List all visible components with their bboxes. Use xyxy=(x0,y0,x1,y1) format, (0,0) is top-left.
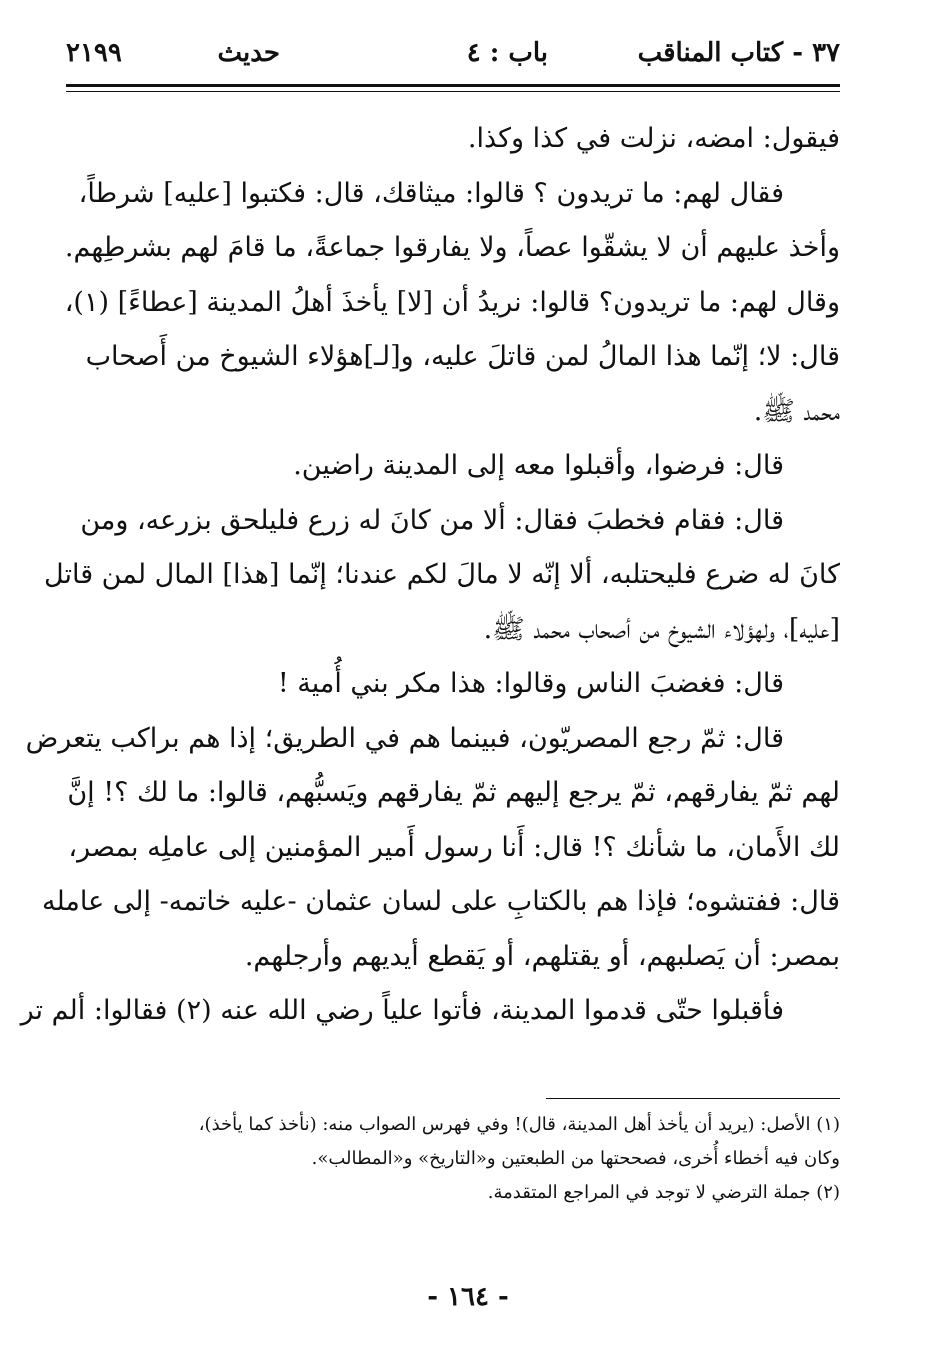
text-line: قال: ثمّ رجع المصريّون، فبينما هم في الطريق؛ إذا هم براكب يتعرض xyxy=(25,722,784,754)
text-line: فأقبلوا حتّى قدموا المدينة، فأتوا علياً رضي الله عنه (٢) فقالوا: ألم تر xyxy=(20,995,784,1026)
header-rule-thin xyxy=(66,91,840,92)
text-line: قال: فرضوا، وأقبلوا معه إلى المدينة راضين. xyxy=(293,450,784,481)
text-line: قال: لا؛ إنّما هذا المالُ لمن قاتلَ عليه، و[لـ]هؤلاء الشيوخ من أَصحاب xyxy=(85,341,840,372)
page-number: - ١٦٤ - xyxy=(427,1282,509,1312)
text-line: فيقول: امضه، نزلت في كذا وكذا. xyxy=(467,123,840,154)
text-line: بمصر: أن يَصلبهم، أو يقتلهم، أو يَقطع أيديهم وأرجلهم. xyxy=(244,940,840,972)
hadith-label: حديث xyxy=(217,38,280,68)
running-header xyxy=(66,34,840,84)
main-text xyxy=(20,112,840,1039)
hadith-number: ٢١٩٩ xyxy=(66,38,122,68)
text-line: قال: فغضبَ الناس وقالوا: هذا مكر بني أُمية ! xyxy=(277,668,784,699)
header-rule-thick xyxy=(66,84,840,87)
footnote-1-continued: وكان فيه أخطاء أُخرى، فصححتها من الطبعتين و«التاريخ» و«المطالب». xyxy=(311,1148,840,1169)
footnote-separator xyxy=(546,1098,840,1099)
footnotes xyxy=(66,1108,840,1210)
text-line: لهم ثمّ يفارقهم، ثمّ يرجع إليهم ثمّ يفارقهم ويَسبُّهم، قالوا: ما لك ؟! إنَّ xyxy=(67,777,840,808)
footnote-1: (١) الأصل: (يريد أن يأخذ أهل المدينة، قال)! وفي فهرس الصواب منه: (نأخذ كما يأخذ)، xyxy=(198,1114,840,1135)
text-line: وأخذ عليهم أن لا يشقّوا عصاً، ولا يفارقوا جماعةً، ما قامَ لهم بشرطِهم. xyxy=(64,232,840,263)
text-line: وقال لهم: ما تريدون؟ قالوا: نريدُ أن [لا] يأخذَ أهلُ المدينة [عطاءً] (١)، xyxy=(64,286,840,318)
text-line: قال: فقام فخطبَ فقال: ألا من كانَ له زرع فليلحق بزرعه، ومن xyxy=(80,504,784,536)
text-line: فقال لهم: ما تريدون ؟ قالوا: ميثاقك، قال: فكتبوا [عليه] شرطاً، xyxy=(78,177,784,209)
text-line: كانَ له ضرع فليحتلبه، ألا إنّه لا مالَ لكم عندنا؛ إنّما [هذا] المال لمن قاتل xyxy=(44,559,840,590)
text-line: لك الأَمان، ما شأنك ؟! قال: أَنا رسول أَمير المؤمنين إلى عاملِه بمصر، xyxy=(68,831,840,863)
chapter-label: باب : ٤ xyxy=(466,38,548,68)
text-line: محمد ﷺ. xyxy=(753,395,840,427)
text-line: [عليه]، ولهؤلاء الشيوخ من أصحاب محمد ﷺ. xyxy=(483,613,840,645)
book-title: ٣٧ - كتاب المناقب xyxy=(637,38,840,68)
text-line: قال: ففتشوه؛ فإذا هم بالكتابِ على لسان عثمان -عليه خاتمه- إلى عامله xyxy=(42,886,840,917)
footnote-2: (٢) جملة الترضي لا توجد في المراجع المتقدمة. xyxy=(487,1182,840,1203)
